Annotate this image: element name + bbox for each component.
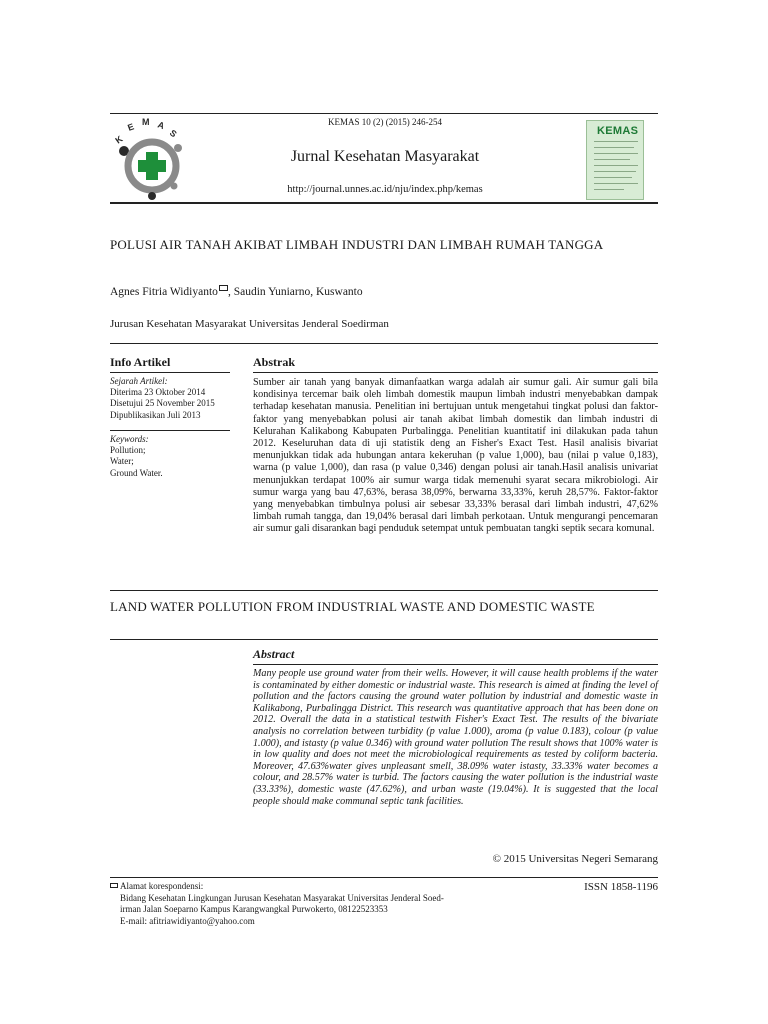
article-title-en: LAND WATER POLLUTION FROM INDUSTRIAL WASTE AND DOMESTIC WASTE (110, 599, 595, 614)
journal-cover-thumbnail (586, 120, 644, 200)
author-first: Agnes Fitria Widiyanto (110, 286, 218, 298)
history-published: Dipublikasikan Juli 2013 (110, 409, 201, 420)
copyright-notice: © 2015 Universitas Negeri Semarang (492, 853, 658, 865)
keyword-item: Water; (110, 456, 134, 467)
cover-title: KEMAS (597, 125, 639, 137)
abstract-body: Many people use ground water from their wells. However, it will cause health problems if the water is contaminated by either domestic or industrial waste. This research is aimed at finding the level of pollution and the factors causing the ground water pollution by industrial and domestic waste in Kalikabong, Purbalingga District. This research was quantitative approach that has been done on 2012. Overall the data in a statistical testwith Fisher's Exact Test. The results of the bivariate analysis no correlation between turbidity (p value 1.000), aroma (p value 0.183), colour (p value 1.000), and istasty (p value 0.346) with ground water pollution The result shows that 100% water is in low quality and does not meet the microbiological requirements as tested by coliform bacteria. Moreover, 47.63%water gives unpleasant smell, 38.09% water istasty, 33.33% water becomes a colour, and 28.57% water is turbid. The factors causing the water pollution is the industrial waste (33.33%), domestic waste (47.62%), and urban waste (19.04%). It is suggested that the local people should make communal septic tank facilities. (253, 668, 658, 807)
corr-line: Bidang Kesehatan Lingkungan Jurusan Kesehatan Masyarakat Universitas Jenderal Soed- (120, 892, 444, 903)
info-rule (110, 372, 230, 373)
section-rule-2 (110, 590, 658, 591)
journal-url[interactable]: http://journal.unnes.ac.id/nju/index.php/kemas (287, 184, 483, 195)
correspondence-address (110, 881, 500, 927)
article-history (110, 376, 230, 421)
logo-letter-s: S (167, 127, 179, 140)
abstrak-rule (253, 372, 658, 373)
abstrak-heading: Abstrak (253, 355, 296, 369)
keywords-label: Keywords: (110, 434, 149, 444)
corr-line: irman Jalan Soeparno Kampus Karangwangkal Purwokerto, 08122523353 (120, 904, 388, 914)
logo-letter-m: M (142, 117, 150, 127)
corr-label: Alamat korespondensi: (120, 881, 204, 891)
history-label: Sejarah Artikel: (110, 376, 168, 386)
article-keywords (110, 434, 230, 479)
issn-number: ISSN 1858-1196 (584, 881, 658, 893)
journal-name: Jurnal Kesehatan Masyarakat (290, 148, 480, 165)
article-affiliation: Jurusan Kesehatan Masyarakat Universitas Jenderal Soedirman (110, 318, 389, 330)
mail-icon (219, 285, 228, 291)
abstract-heading: Abstract (253, 647, 295, 661)
article-title-id: POLUSI AIR TANAH AKIBAT LIMBAH INDUSTRI DAN LIMBAH RUMAH TANGGA (110, 237, 604, 252)
section-rule (110, 343, 658, 344)
logo-letter-k: K (113, 133, 125, 146)
kemas-logo (112, 116, 198, 202)
keyword-item: Pollution; (110, 445, 146, 456)
history-accepted: Disetujui 25 November 2015 (110, 398, 215, 409)
abstract-rule (253, 664, 658, 665)
info-heading: Info Artikel (110, 355, 171, 369)
info-rule-2 (110, 430, 230, 431)
abstrak-body: Sumber air tanah yang banyak dimanfaatkan warga adalah air sumur gali. Air sumur gali bila kondisinya tercemar baik oleh limbah domestik maupun limbah industri menyebabkan dampak terhadap kesehatan manusia. Penelitian ini bertujuan untuk mengetahui tingkat polusi dan faktor-faktor yang menyebabkan polusi air tanah akibat limbah domestik dan limbah industri di Kelurahan Kalikabong Kabupaten Purbalingga. Penelitian kuantitatif ini dilakukan pada tahun 2012. Keseluruhan data di uji statistik deng an Fisher's Exact Test. Hasil analisis bivariat menunjukkan tidak ada hubungan antara kekeruhan (p value 1,000), bau (nilai p value 0,183), warna (p value 1,000), dan rasa (p value 0,346) dengan polusi air tanah.Hasil analisis univariat menunjukkan terdapat 100% air sumur warga tidak memenuhi syarat secara mikrobiologi. Air sumur warga yang bau 47,63%, berasa 38,09%, berwarna 33,33%, keruh 28,57%. Faktor-faktor yang menyebabkan timbulnya polusi air sebesar 33,33% berasal dari limbah industri, 47,62% limbah rumah tangga, dan 19,04% berasal dari limbah perkotaan. Untuk mengurangi pencemaran air sumur gali disarankan bagi penduduk setempat untuk pembuatan tangki septik secara komunal. (253, 377, 658, 535)
logo-letter-a: A (156, 119, 166, 132)
mail-icon (110, 883, 118, 888)
logo-letter-e: E (126, 121, 136, 133)
history-received: Diterima 23 Oktober 2014 (110, 387, 206, 398)
keyword-item: Ground Water. (110, 467, 163, 478)
corr-email[interactable]: E-mail: afitriawidiyanto@yahoo.com (120, 915, 255, 926)
section-rule-3 (110, 639, 658, 640)
journal-citation: KEMAS 10 (2) (2015) 246-254 (328, 117, 442, 127)
header-bottom-rule (110, 202, 658, 204)
authors-rest: , Saudin Yuniarno, Kuswanto (227, 286, 363, 298)
article-authors (110, 286, 363, 298)
footer-rule (110, 877, 658, 878)
header-top-rule (110, 113, 658, 114)
